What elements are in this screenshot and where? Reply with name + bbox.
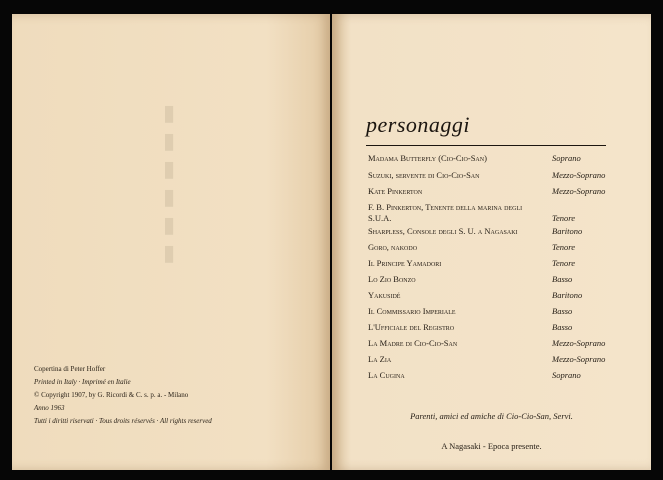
character-role: Kate Pinkerton bbox=[368, 186, 423, 196]
credit-line: Tutti i diritti riservati · Tous droits réservés · All rights reserved bbox=[34, 417, 212, 425]
character-role: Suzuki, servente di Cio-Cio-San bbox=[368, 170, 480, 180]
show-through-text: ▮▮▮▮▮▮ bbox=[157, 100, 182, 268]
character-role: L'Ufficiale del Registro bbox=[368, 322, 455, 332]
voice-type: Mezzo-Soprano bbox=[552, 170, 606, 180]
left-page bbox=[12, 14, 330, 470]
voice-type: Soprano bbox=[552, 153, 581, 163]
voice-type: Baritono bbox=[552, 290, 583, 300]
voice-type: Basso bbox=[552, 322, 573, 332]
voice-type: Basso bbox=[552, 306, 573, 316]
chorus-line: Parenti, amici ed amiche di Cio-Cio-San, Servi. bbox=[410, 411, 573, 421]
right-page bbox=[332, 14, 651, 470]
character-role: Sharpless, Console degli S. U. a Nagasaki bbox=[368, 226, 518, 236]
voice-type: Soprano bbox=[552, 370, 581, 380]
voice-type: Tenore bbox=[552, 258, 575, 268]
voice-type: Mezzo-Soprano bbox=[552, 354, 606, 364]
voice-type: Tenore bbox=[552, 242, 575, 252]
character-role: F. B. Pinkerton, Tenente della marina degli S.U.A. bbox=[368, 202, 523, 223]
title-rule bbox=[366, 145, 606, 146]
character-role: Yakusidé bbox=[368, 290, 401, 300]
setting-line: A Nagasaki - Epoca presente. bbox=[441, 441, 542, 451]
character-role: Madama Butterfly (Cio-Cio-San) bbox=[368, 153, 487, 163]
character-role: La Cugina bbox=[368, 370, 405, 380]
character-role: Il Commissario Imperiale bbox=[368, 306, 456, 316]
voice-type: Tenore bbox=[552, 213, 575, 223]
voice-type: Basso bbox=[552, 274, 573, 284]
page-title: personaggi bbox=[366, 112, 470, 137]
character-role: La Zia bbox=[368, 354, 392, 364]
credit-line: Copertina di Peter Hoffer bbox=[34, 365, 106, 373]
character-role: Lo Zio Bonzo bbox=[368, 274, 416, 284]
character-role: La Madre di Cio-Cio-San bbox=[368, 338, 458, 348]
credit-line: Printed in Italy · Imprimé en Italie bbox=[34, 378, 131, 386]
credit-line: © Copyright 1907, by G. Ricordi & C. s. p. a. - Milano bbox=[34, 391, 189, 399]
voice-type: Baritono bbox=[552, 226, 583, 236]
credit-line: Anno 1963 bbox=[34, 404, 65, 412]
voice-type: Mezzo-Soprano bbox=[552, 186, 606, 196]
character-role: Il Principe Yamadori bbox=[368, 258, 442, 268]
voice-type: Mezzo-Soprano bbox=[552, 338, 606, 348]
character-role: Goro, nakodo bbox=[368, 242, 418, 252]
